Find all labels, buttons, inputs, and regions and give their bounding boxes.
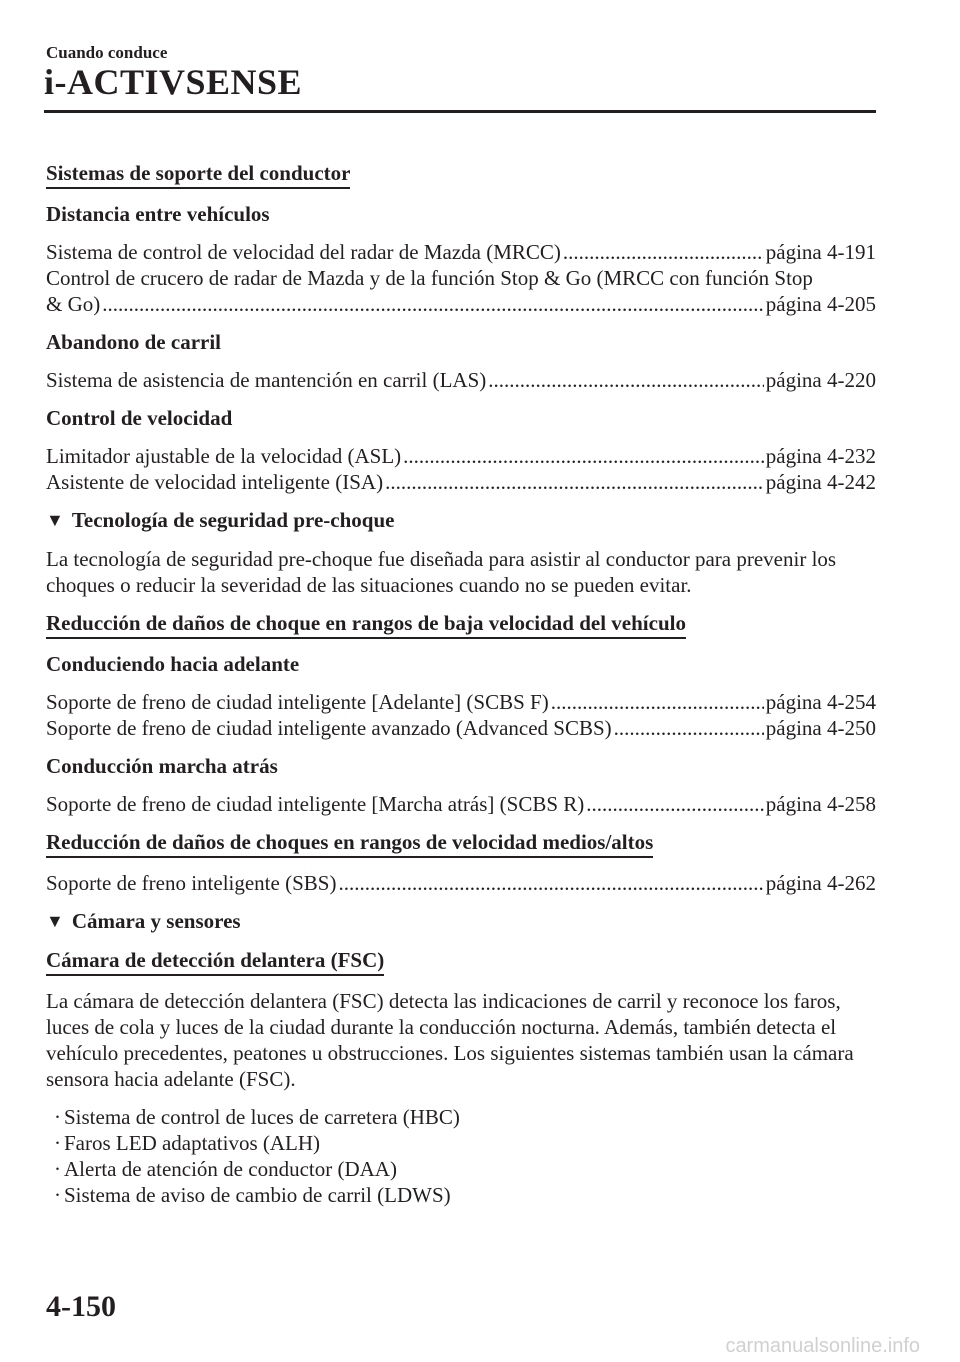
list-item: · Alerta de atención de conductor (DAA) (54, 1157, 397, 1181)
section-heading-low-speed: Reducción de daños de choque en rangos de baja velocidad del vehículo (46, 610, 876, 639)
toc-leader (102, 291, 764, 317)
list-item: · Faros LED adaptativos (ALH) (54, 1131, 321, 1155)
toc-entry-asl: Limitador ajustable de la velocidad (ASL) ..... página 4-232 (46, 443, 876, 469)
bullet-icon: · (54, 1183, 61, 1207)
fsc-systems-list (46, 1104, 876, 1208)
toc-leader (385, 469, 764, 495)
subheading-forward: Conduciendo hacia adelante (46, 652, 300, 676)
toc-entry-las: Sistema de asistencia de mantención en carril (LAS) ..... página 4-220 (46, 367, 876, 393)
precrash-description: La tecnología de seguridad pre-choque fue diseñada para asistir al conductor para prevenir los choques o reducir la severidad de las situaciones cuando no se pueden evitar. (46, 547, 837, 597)
page-number: 4-150 (46, 1290, 116, 1323)
toc-leader (551, 689, 764, 715)
toc-entry-mrcc-stopgo-line1: Control de crucero de radar de Mazda y de la función Stop & Go (MRCC con función Stop (46, 266, 813, 290)
page-title: i-ACTIVSENSE (44, 62, 303, 102)
section-heading-precrash: ▼ Tecnología de seguridad pre-choque (46, 508, 395, 532)
toc-leader (403, 443, 764, 469)
list-item: · Sistema de aviso de cambio de carril (LDWS) (54, 1183, 451, 1207)
toc-entry-mrcc: Sistema de control de velocidad del radar de Mazda (MRCC) ..... página 4-191 (46, 239, 876, 265)
triangle-down-icon: ▼ (46, 911, 64, 931)
toc-entry-isa: Asistente de velocidad inteligente (ISA) ..... página 4-242 (46, 469, 876, 495)
section-heading-camera: ▼ Cámara y sensores (46, 909, 241, 933)
toc-leader (614, 715, 764, 741)
subheading-reverse: Conducción marcha atrás (46, 754, 278, 778)
toc-leader (488, 367, 764, 393)
subheading-distance: Distancia entre vehículos (46, 202, 270, 226)
subheading-lane: Abandono de carril (46, 330, 222, 354)
watermark: carmanualsonline.info (725, 1335, 920, 1357)
bullet-icon: · (54, 1105, 61, 1129)
toc-leader (563, 239, 764, 265)
section-heading-mid-high: Reducción de daños de choques en rangos de velocidad medios/altos (46, 829, 876, 858)
toc-entry-mrcc-stopgo: & Go) ..... página 4-205 (46, 291, 876, 317)
toc-entry-advanced-scbs: Soporte de freno de ciudad inteligente avanzado (Advanced SCBS) ..... página 4-250 (46, 715, 876, 741)
bullet-icon: · (54, 1157, 61, 1181)
triangle-down-icon: ▼ (46, 510, 64, 530)
toc-leader (338, 870, 763, 896)
document-body (46, 160, 876, 1208)
bullet-icon: · (54, 1131, 61, 1155)
header-divider (44, 110, 876, 113)
toc-entry-scbsr: Soporte de freno de ciudad inteligente [Marcha atrás] (SCBS R) ..... página 4-258 (46, 791, 876, 817)
toc-entry-scbsf: Soporte de freno de ciudad inteligente [Adelante] (SCBS F) ..... página 4-254 (46, 689, 876, 715)
section-heading-fsc: Cámara de detección delantera (FSC) (46, 947, 876, 976)
header-subtitle: Cuando conduce (46, 43, 168, 62)
list-item: · Sistema de control de luces de carretera (HBC) (54, 1105, 460, 1129)
toc-leader (586, 791, 764, 817)
subheading-speed: Control de velocidad (46, 406, 233, 430)
toc-entry-sbs: Soporte de freno inteligente (SBS) ..... página 4-262 (46, 870, 876, 896)
section-heading-driver-support: Sistemas de soporte del conductor (46, 160, 876, 189)
fsc-description: La cámara de detección delantera (FSC) detecta las indicaciones de carril y reconoce los faros, luces de cola y luces de la ciudad durante la conducción nocturna. Además, también detecta el vehículo precedentes, peatones u obstrucciones. Los siguientes sistemas también usan la cámara sensora hacia adelante (FSC). (46, 989, 854, 1091)
